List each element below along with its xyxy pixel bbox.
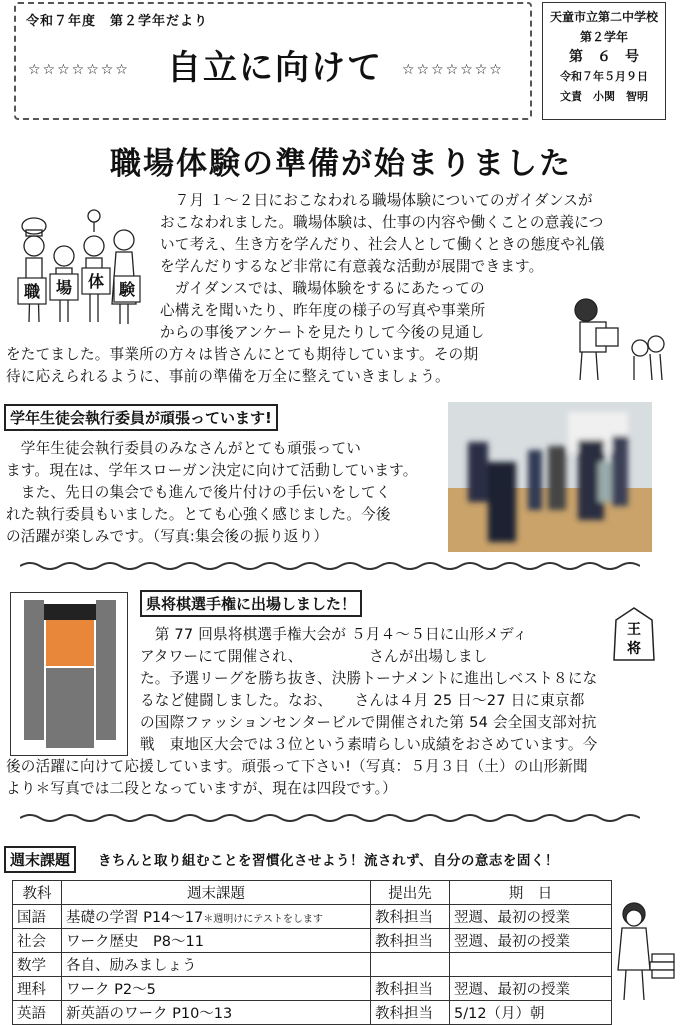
article1-line-3: いて考え、生き方を学んだり、社会人として働くときの態度や礼儀	[160, 236, 605, 253]
article1-line-6: 心構えを聞いたり、昨年度の様子の写真や事業所	[160, 302, 486, 319]
weekly-motto: きちんと取り組むことを習慣化させよう！流されず、自分の意志を固く！	[98, 853, 559, 869]
school-name: 天童市立第二中学校	[549, 10, 658, 24]
grade: 第２学年	[579, 30, 628, 44]
sign-4: 験	[118, 280, 136, 299]
article2-line-4: れた執行委員もいました。とても心強く感じました。今後	[6, 506, 391, 523]
cell-submit-to: 教科担当	[371, 1001, 450, 1025]
article1-line-2: おこなわれました。職場体験は、仕事の内容や働くことの意義につ	[160, 214, 604, 231]
kids-illustration	[12, 204, 144, 332]
article3-line-4: るなど健闘しました。なお、 さんは４月 25 日～27 日に東京都	[140, 692, 585, 709]
stars-right: ☆☆☆☆☆☆☆	[402, 62, 504, 78]
table-header-row	[13, 881, 612, 905]
cell-subject: 数学	[13, 953, 62, 977]
cell-subject: 社会	[13, 929, 62, 953]
table-row	[13, 953, 612, 977]
cell-due: 翌週、最初の授業	[450, 929, 612, 953]
article-title: 職場体験の準備が始まりました	[110, 146, 572, 182]
cell-submit-to: 教科担当	[371, 905, 450, 929]
article1-line-4: を学んだりするなど非常に有意義な活動が展開できます。	[160, 258, 544, 275]
issue-number: 第 ６ 号	[569, 49, 639, 65]
article2-line-5: の活躍が楽しみです。（写真:集会後の振り返り）	[6, 528, 329, 545]
sign-2: 場	[55, 278, 73, 297]
shogi-char-2: 将	[627, 641, 641, 657]
cell-submit-to: 教科担当	[371, 977, 450, 1001]
shogi-piece-icon	[612, 606, 656, 662]
cell-submit-to: 教科担当	[371, 929, 450, 953]
article1-line-8: をたてました。事業所の方々は皆さんにとても期待しています。その期	[6, 346, 479, 363]
cell-task: 新英語のワーク P10～13	[62, 1001, 371, 1025]
cell-subject: 国語	[13, 905, 62, 929]
meeting-photo	[448, 402, 652, 552]
sign-3: 体	[87, 272, 105, 291]
decorative-divider	[20, 560, 640, 572]
cell-task: ワーク歴史 P8～11	[62, 929, 371, 953]
col-submit-to: 提出先	[371, 881, 450, 905]
article2-line-3: また、先日の集会でも進んで後片付けの手伝いをしてく	[6, 484, 391, 501]
newsletter-title: 自立に向けて	[167, 48, 383, 88]
article1-line-1: ７月 １～２日におこなわれる職場体験についてのガイダンスが	[160, 192, 593, 209]
article2-line-1: 学年生徒会執行委員のみなさんがとても頑張ってい	[6, 440, 362, 457]
cell-submit-to	[371, 953, 450, 977]
shogi-char-1: 王	[627, 622, 641, 638]
article3-heading: 県将棋選手権に出場しました！	[140, 590, 362, 617]
issue-info	[542, 2, 666, 120]
article3-line-6: 戦 東地区大会では３位という素晴らしい成績をおさめています。今	[140, 736, 598, 753]
sign-1: 職	[23, 282, 41, 301]
table-row	[13, 977, 612, 1001]
issue-date: 令和７年５月９日	[560, 70, 648, 83]
reading-student-illustration	[612, 896, 678, 1006]
author: 文責 小関 智明	[560, 90, 648, 103]
cell-task	[62, 905, 371, 929]
cell-due	[450, 953, 612, 977]
weekly-table	[12, 880, 612, 1025]
article2-line-2: ます。現在は、学年スローガン決定に向けて活動しています。	[6, 462, 418, 479]
article3-line-3: た。予選リーグを勝ち抜き、決勝トーナメントに進出しベスト８にな	[140, 670, 598, 687]
col-subject: 教科	[13, 881, 62, 905]
col-task: 週末課題	[62, 881, 371, 905]
article3-line-5: の国際ファッションセンタービルで開催された第 54 会全国支部対抗	[140, 714, 597, 731]
col-due: 期 日	[450, 881, 612, 905]
cell-due: 5/12（月）朝	[450, 1001, 612, 1025]
student-photo	[10, 592, 128, 756]
cell-subject: 理科	[13, 977, 62, 1001]
newsletter-subtitle: 令和７年度 第２学年だより	[26, 14, 209, 29]
stars-left: ☆☆☆☆☆☆☆	[28, 62, 130, 78]
decorative-divider-2	[20, 812, 640, 824]
article1-line-5: ガイダンスでは、職場体験をするにあたっての	[160, 280, 485, 297]
cell-due: 翌週、最初の授業	[450, 977, 612, 1001]
table-row	[13, 929, 612, 953]
task-note: ＊週明けにテストをします	[203, 914, 323, 925]
cell-task: ワーク P2～5	[62, 977, 371, 1001]
article1-line-7: からの事後アンケートを見たりして今後の見通し	[160, 324, 485, 341]
table-row	[13, 905, 612, 929]
article2-heading: 学年生徒会執行委員が頑張っています!	[4, 404, 278, 431]
article3-line-1: 第 77 回県将棋選手権大会が ５月４～５日に山形メディ	[140, 626, 528, 643]
article1-line-9: 待に応えられるように、事前の準備を万全に整えていきましょう。	[6, 368, 450, 385]
cell-due: 翌週、最初の授業	[450, 905, 612, 929]
weekly-label: 週末課題	[4, 846, 76, 873]
article3-line-8: より＊写真では二段となっていますが、現在は四段です。）	[6, 780, 397, 797]
task-text: 基礎の学習 P14～17	[66, 910, 204, 926]
article3-line-2: アタワーにて開催され、 さんが出場しまし	[140, 648, 488, 665]
cell-subject: 英語	[13, 1001, 62, 1025]
teacher-illustration	[560, 288, 670, 388]
article3-line-7: 後の活躍に向けて応援しています。頑張って下さい!（写真：５月３日（土）の山形新聞	[6, 758, 588, 775]
table-row	[13, 1001, 612, 1025]
cell-task: 各自、励みましょう	[62, 953, 371, 977]
